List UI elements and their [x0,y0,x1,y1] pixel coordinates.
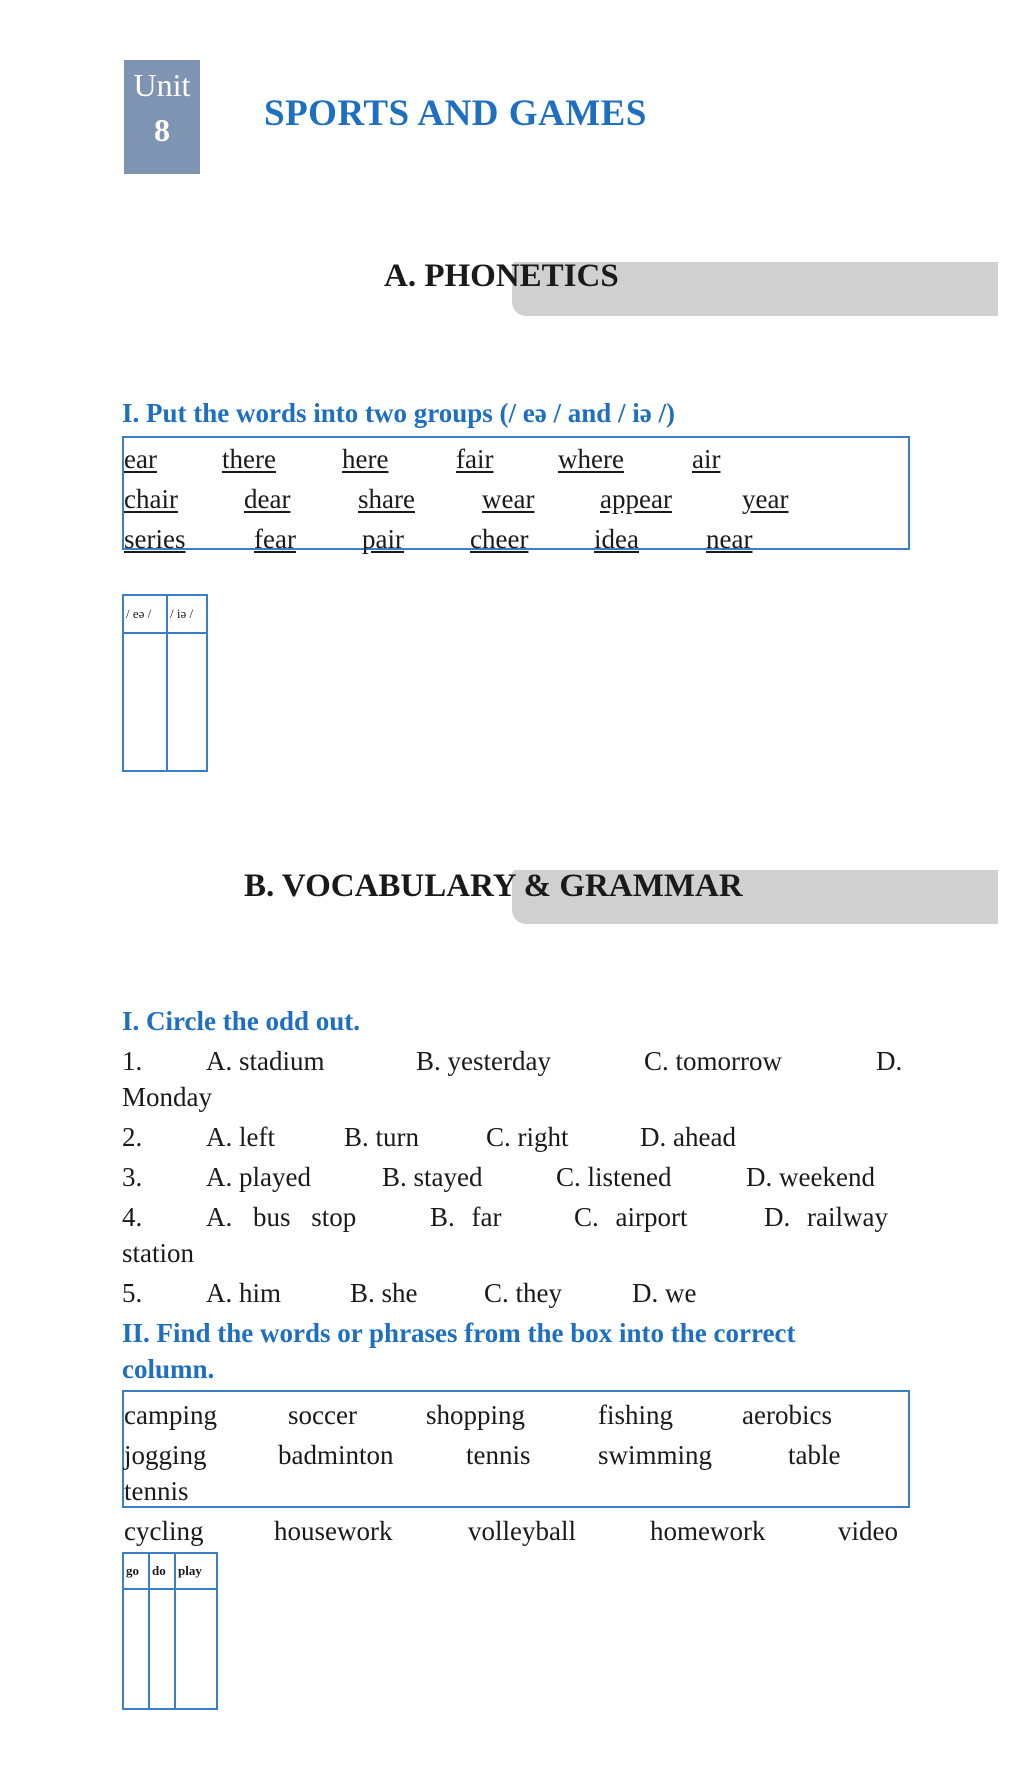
option-c[interactable]: C. tomorrow [644,1046,782,1076]
table-column-divider [148,1554,150,1708]
odd-out-instruction: I. Circle the odd out. [122,1006,361,1036]
word: fear [254,524,296,554]
option-d-continued[interactable]: Monday [122,1082,212,1112]
word: swimming [598,1440,713,1470]
option-b[interactable]: B. turn [344,1122,420,1152]
option-d[interactable]: D. weekend [746,1162,875,1192]
column-header-ea: / eə / [126,606,152,621]
word: here [342,444,389,474]
word: tennis [466,1440,531,1470]
sports-instruction-line1: II. Find the words or phrases from the box into the correct [122,1318,796,1348]
word: homework [650,1516,766,1546]
word: pair [362,524,404,554]
word: aerobics [742,1400,832,1430]
sports-row-3 [124,1476,904,1514]
option-d[interactable]: D. railway [764,1202,888,1232]
word: camping [124,1400,217,1430]
unit-number: 8 [154,112,170,148]
section-b-title: B. VOCABULARY & GRAMMAR [244,868,743,904]
word: share [358,484,415,514]
phonetics-instruction: I. Put the words into two groups (/ eə / and / iə /) [122,398,676,428]
unit-title: SPORTS AND GAMES [264,93,647,134]
option-d[interactable]: D. ahead [640,1122,736,1152]
question-number: 2. [122,1122,143,1152]
word: where [558,444,624,474]
word: idea [594,524,639,554]
column-header-play: play [178,1563,202,1578]
question-number: 5. [122,1278,143,1308]
option-d[interactable]: D. [876,1046,903,1076]
question-number: 4. [122,1202,143,1232]
word: appear [600,484,672,514]
option-c[interactable]: C. they [484,1278,562,1308]
option-d[interactable]: D. we [632,1278,697,1308]
option-b[interactable]: B. yesterday [416,1046,551,1076]
sports-outside-row [124,1516,924,1554]
table-column-divider [166,596,168,770]
word: soccer [288,1400,357,1430]
word: badminton [278,1440,394,1470]
phonetics-row-2 [124,484,904,522]
section-a-title: A. PHONETICS [384,258,619,294]
word: fishing [598,1400,674,1430]
question-number: 1. [122,1046,143,1076]
option-c[interactable]: C. listened [556,1162,672,1192]
option-b[interactable]: B. far [430,1202,502,1232]
option-a[interactable]: A. left [206,1122,275,1152]
sports-row-2 [124,1440,904,1478]
word: year [742,484,789,514]
phonetics-row-1 [124,444,904,482]
option-a[interactable]: A. bus stop [206,1202,357,1232]
word: series [124,524,186,554]
word: chair [124,484,178,514]
word: jogging [124,1440,207,1470]
option-c[interactable]: C. airport [574,1202,688,1232]
option-a[interactable]: A. him [206,1278,282,1308]
word: cycling [124,1516,204,1546]
option-a[interactable]: A. stadium [206,1046,325,1076]
sports-answer-table [122,1552,218,1710]
word: cheer [470,524,529,554]
word: dear [244,484,291,514]
question-number: 3. [122,1162,143,1192]
word: shopping [426,1400,526,1430]
word: wear [482,484,535,514]
table-column-divider [174,1554,176,1708]
word: air [692,444,721,474]
word: video [838,1516,898,1546]
option-c[interactable]: C. right [486,1122,569,1152]
phonetics-answer-table [122,594,208,772]
word: ear [124,444,157,474]
option-b[interactable]: B. stayed [382,1162,483,1192]
word: volleyball [468,1516,576,1546]
word: fair [456,444,494,474]
option-d-continued[interactable]: station [122,1238,194,1268]
sports-instruction-line2: column. [122,1354,215,1384]
unit-badge [124,60,200,174]
word: tennis [124,1476,189,1506]
word: table [788,1440,841,1470]
word: near [706,524,753,554]
unit-label: Unit [133,67,191,103]
option-b[interactable]: B. she [350,1278,418,1308]
word: there [222,444,276,474]
column-header-do: do [152,1563,166,1578]
phonetics-row-3 [124,524,904,562]
option-a[interactable]: A. played [206,1162,311,1192]
word: housework [274,1516,393,1546]
column-header-go: go [126,1563,139,1578]
column-header-ia: / iə / [170,606,194,621]
sports-row-1 [124,1400,904,1438]
